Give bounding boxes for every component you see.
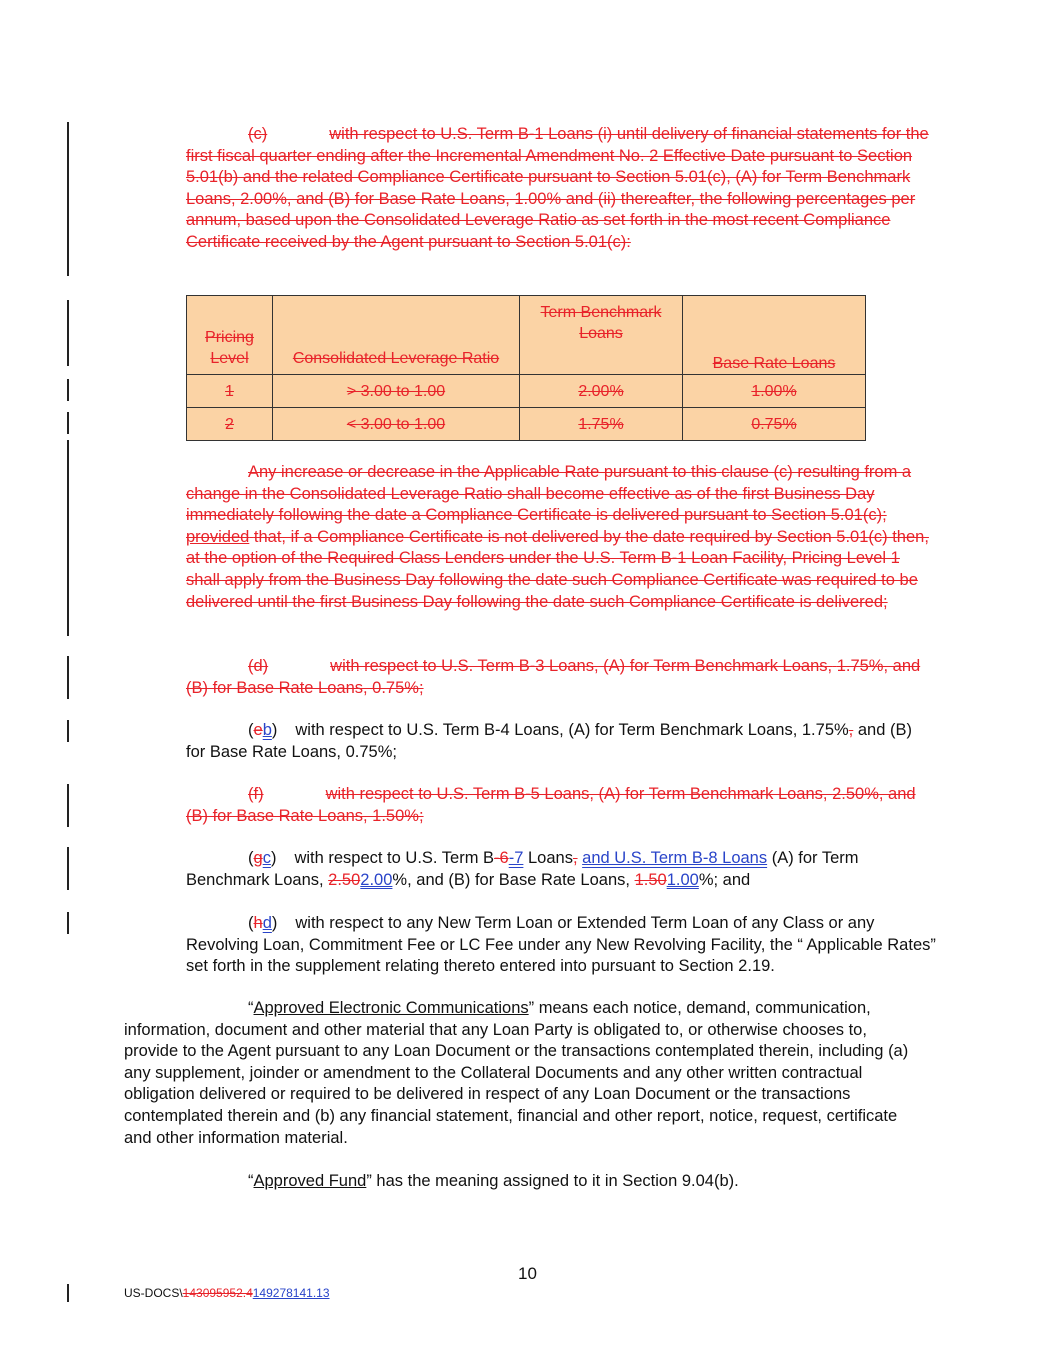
deleted-comma: , <box>572 849 578 867</box>
inserted-letter: d <box>262 914 272 932</box>
table-row <box>187 408 866 441</box>
section-d-new-text-rest: Revolving Loan, Commitment Fee or LC Fee under any New Revolving Facility, the “ Applicable Rates” set forth in the supplement relating thereto entered into pursuant to Section 2.19. <box>186 935 936 976</box>
section-b-text-rest: and (B) for Base Rate Loans, 0.75%; <box>186 721 912 761</box>
deleted-letter: g <box>253 849 263 867</box>
header-term-benchmark: Term Benchmark Loans <box>520 296 683 375</box>
definition-approved-electronic-communications: “Approved Electronic Communications” means each notice, demand, communication, information, document and other material that any Loan Party is obligated to, or otherwise chooses to, provide to the Agent pursuant to any Loan Document or the transactions contemplated therein, including (a) any supplement, joinder or amendment to the Collateral Documents and any other written contractual obligation delivered or required to be delivered in respect of any Loan Document or the transactions contemplated therein and (b) any financial statement, financial and other report, notice, request, certificate and other information material. <box>124 999 909 1147</box>
deleted-comma: , <box>848 721 854 739</box>
section-c-label: (c) <box>248 125 268 143</box>
defined-term: Approved Fund <box>253 1172 367 1190</box>
table-header-row <box>187 296 866 375</box>
pricing-table <box>186 295 866 441</box>
change-bar <box>67 847 69 890</box>
change-bar <box>67 720 69 742</box>
defined-term: Approved Electronic Communications <box>253 999 529 1017</box>
section-c-new-paragraph: (gc) with respect to U.S. Term B-6-7 Loans, and U.S. Term B-8 Loans (A) for Term Benchmark Loans, 2.502.00%, and (B) for Base Rate Loans, 1.501.00%; and <box>186 849 859 889</box>
section-b-paragraph: (eb) with respect to U.S. Term B-4 Loans, (A) for Term Benchmark Loans, 1.75%, and (B) for Base Rate Loans, 0.75%; <box>186 721 912 761</box>
table-cell: 1.75% <box>520 408 683 441</box>
inserted-rate: 1.00 <box>666 870 699 889</box>
table-cell: 2.00% <box>520 375 683 408</box>
section-d-new-paragraph: (hd) with respect to any New Term Loan or Extended Term Loan of any Class or any Revolving Loan, Commitment Fee or LC Fee under any New Revolving Facility, the “ Applicable Rates” set forth in the supplement relating thereto entered into pursuant to Section 2.19. <box>186 914 936 976</box>
definition-body: has the meaning assigned to it in Section 9.04(b). <box>376 1172 739 1190</box>
inserted-tranche-number: -7 <box>508 849 524 867</box>
adjustment-text-b: that, if a Compliance Certificate is not delivered by the date required by Section 5.01(c) then, at the option of the Required Class Lenders under the U.S. Term B-1 Loan Facility, Pricing Level 1 shall apply from the Business Day following the date such Compliance Certificate was required to be delivered until the first Business Day following the date such Compliance Certificate is delivered; <box>186 527 929 611</box>
deleted-rate: 1.50 <box>634 870 667 889</box>
provided-term: provided <box>186 527 250 546</box>
section-c-paragraph <box>186 124 931 254</box>
adjustment-text-a: Any increase or decrease in the Applicable Rate pursuant to this clause (c) resulting from a change in the Consolidated Leverage Ratio shall become effective as of the first Business Day immediately following the date a Compliance Certificate is delivered pursuant to Section 5.01(c); <box>186 463 912 525</box>
change-bar <box>67 784 69 827</box>
section-c-text-line1: with respect to U.S. Term B-1 Loans (i) until delivery of financial <box>329 125 793 143</box>
section-d-new-text-line1: with respect to any New Term Loan or Extended Term Loan of any Class or any <box>295 914 875 932</box>
header-pricing-level: Pricing Level <box>187 296 273 375</box>
section-c-text-rest: statements for the first fiscal quarter ending after the Incremental Amendment No. 2 Effective Date pursuant to Section 5.01(b) and the related Compliance Certificate pursuant to Section 5.01(c), (A) for Term Benchmark Loans, 2.00%, and (B) for Base Rate Loans, 1.00% and (ii) thereafter, the following percentages per annum, based upon the Consolidated Leverage Ratio as set forth in the most recent Compliance Certificate received by the Agent pursuant to Section 5.01(c): <box>186 125 929 251</box>
table-cell: 0.75% <box>683 408 866 441</box>
table-cell: 2 <box>187 408 273 441</box>
inserted-doc-id: 149278141.13 <box>252 1286 330 1300</box>
rate-adjustment-paragraph <box>186 462 931 613</box>
change-bar <box>67 379 69 401</box>
table-cell: > 3.00 to 1.00 <box>273 375 520 408</box>
header-base-rate: Base Rate Loans <box>683 296 866 375</box>
inserted-tranche-text: and U.S. Term B-8 Loans <box>582 849 768 867</box>
section-f-text-rest: 2.50%, and (B) for Base Rate Loans, 1.50%; <box>186 785 916 825</box>
deleted-tranche-number: -6 <box>494 849 509 867</box>
table-cell: 1 <box>187 375 273 408</box>
deleted-letter: h <box>253 914 263 932</box>
deleted-rate: 2.50 <box>328 870 361 889</box>
section-f-text-line1: with respect to U.S. Term B-5 Loans, (A) for Term Benchmark Loans, <box>325 785 828 803</box>
header-leverage-ratio: Consolidated Leverage Ratio <box>273 296 520 375</box>
change-bar <box>67 122 69 276</box>
section-d-text-line1: with respect to U.S. Term B-3 Loans, (A) for Term Benchmark Loans, <box>330 657 833 675</box>
definition-body: information, document and other material that any Loan Party is obligated to, or otherwise chooses to, provide to the Agent pursuant to any Loan Document or the transactions contemplated therein, including (a) any supplement, joinder or amendment to the Collateral Documents and any other written contractual obligation delivered or required to be delivered in respect of any Loan Document or the transactions contemplated therein and (b) any financial statement, financial and other report, notice, request, certificate and other information material. <box>124 1020 909 1147</box>
change-bar <box>67 912 69 934</box>
section-d-paragraph <box>186 656 931 699</box>
change-bar <box>67 656 69 699</box>
change-bar <box>67 1284 69 1302</box>
inserted-rate: 2.00 <box>360 870 393 889</box>
change-bar <box>67 300 69 366</box>
table-row <box>187 375 866 408</box>
section-f-paragraph <box>186 784 931 827</box>
page-number: 10 <box>518 1264 537 1283</box>
change-bar <box>67 412 69 434</box>
deleted-letter: e <box>253 721 263 739</box>
change-bar <box>67 440 69 636</box>
table-cell: < 3.00 to 1.00 <box>273 408 520 441</box>
inserted-letter: b <box>262 721 272 739</box>
section-d-text-rest: 1.75%, and (B) for Base Rate Loans, 0.75%; <box>186 657 921 697</box>
inserted-letter: c <box>262 849 271 867</box>
section-b-text-line1: with respect to U.S. Term B-4 Loans, (A) for Term Benchmark Loans, 1.75% <box>295 721 849 739</box>
definition-approved-fund: “Approved Fund” has the meaning assigned to it in Section 9.04(b). <box>248 1172 739 1190</box>
section-d-label: (d) <box>248 657 269 675</box>
section-f-label: (f) <box>248 785 264 803</box>
document-footer: US-DOCS\143095952.4149278141.13 <box>124 1286 330 1300</box>
deleted-doc-id: 143095952.4 <box>182 1286 253 1300</box>
table-cell: 1.00% <box>683 375 866 408</box>
